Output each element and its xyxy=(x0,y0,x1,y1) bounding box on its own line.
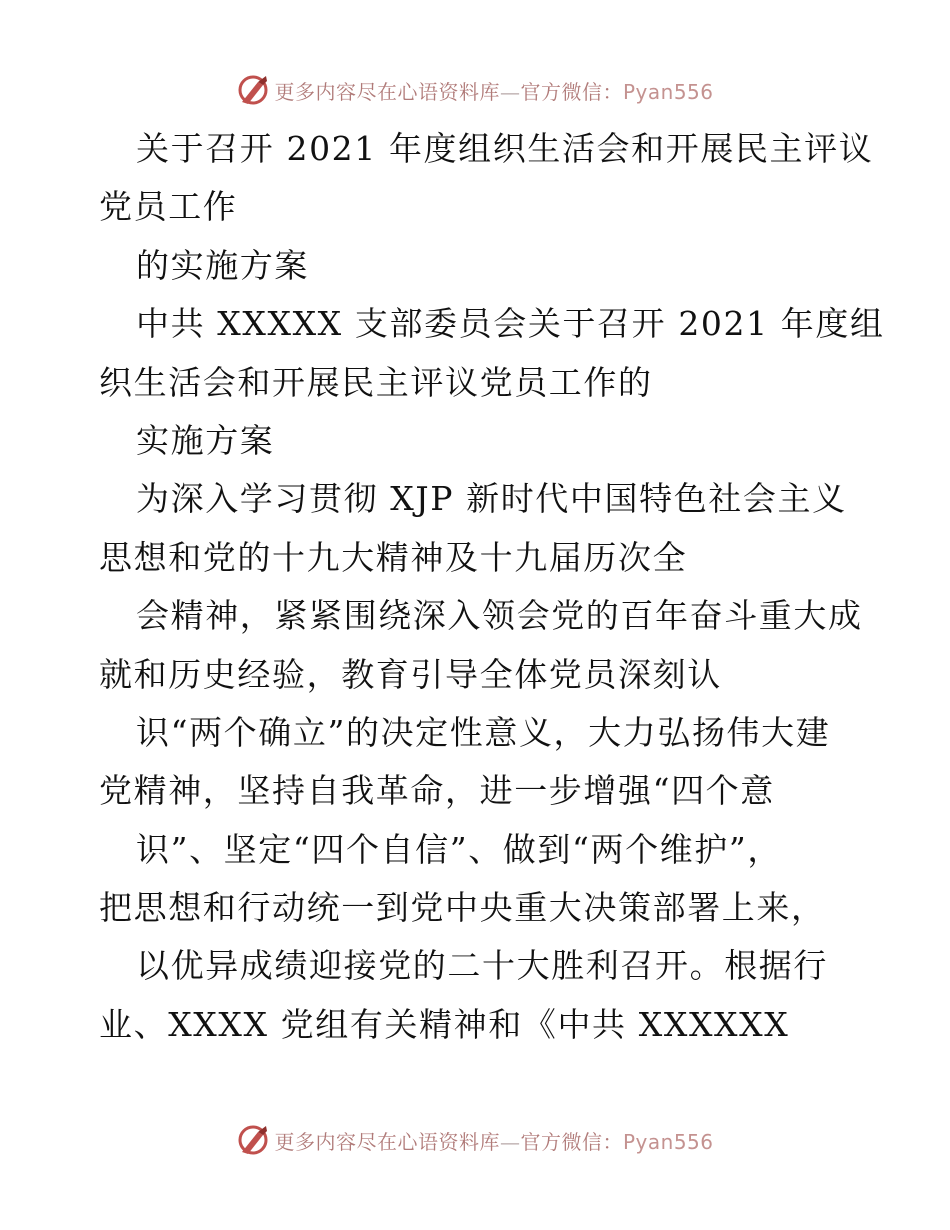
text-line: 识“两个确立”的决定性意义，大力弘扬伟大建 xyxy=(136,712,831,752)
banner-text xyxy=(274,76,713,105)
text-line: 中共 XXXXX 支部委员会关于召开 2021 年度组 xyxy=(136,304,885,344)
banner-separator: — xyxy=(499,1129,521,1154)
text-line: 实施方案 xyxy=(136,420,275,460)
text-line: 就和历史经验，教育引导全体党员深刻认 xyxy=(99,654,722,694)
banner-left-text: 更多内容尽在心语资料库 xyxy=(274,1129,500,1154)
document-body xyxy=(99,120,885,1054)
text-line: 党精神，坚持自我革命，进一步增强“四个意 xyxy=(99,771,775,811)
text-line: 业、XXXX 党组有关精神和《中共 XXXXXX xyxy=(99,1004,790,1044)
footer-banner xyxy=(0,1122,950,1158)
banner-left-text: 更多内容尽在心语资料库 xyxy=(274,79,500,104)
header-banner xyxy=(0,72,950,108)
text-line: 党员工作 xyxy=(99,187,238,227)
text-line: 关于召开 2021 年度组织生活会和开展民主评议 xyxy=(136,129,874,168)
text-line: 思想和党的十九大精神及十九届历次全 xyxy=(99,537,688,577)
banner-wechat-id: Pyan556 xyxy=(622,1129,714,1154)
pen-logo-icon xyxy=(236,72,272,108)
banner-right-label: 官方微信： xyxy=(520,1129,623,1154)
text-line: 把思想和行动统一到党中央重大决策部署上来， xyxy=(99,888,826,928)
text-line: 识”、坚定“四个自信”、做到“两个维护”， xyxy=(136,829,782,869)
text-line: 以优异成绩迎接党的二十大胜利召开。根据行 xyxy=(136,946,828,986)
pen-logo-icon xyxy=(236,1122,272,1158)
banner-separator: — xyxy=(499,79,521,104)
banner-right-label: 官方微信： xyxy=(520,79,623,104)
text-line: 的实施方案 xyxy=(136,245,309,285)
banner-wechat-id: Pyan556 xyxy=(622,79,714,104)
banner-text xyxy=(274,1126,713,1155)
text-line: 为深入学习贯彻 XJP 新时代中国特色社会主义 xyxy=(136,479,847,519)
text-line: 织生活会和开展民主评议党员工作的 xyxy=(99,362,653,402)
text-line: 会精神，紧紧围绕深入领会党的百年奋斗重大成 xyxy=(136,596,863,636)
